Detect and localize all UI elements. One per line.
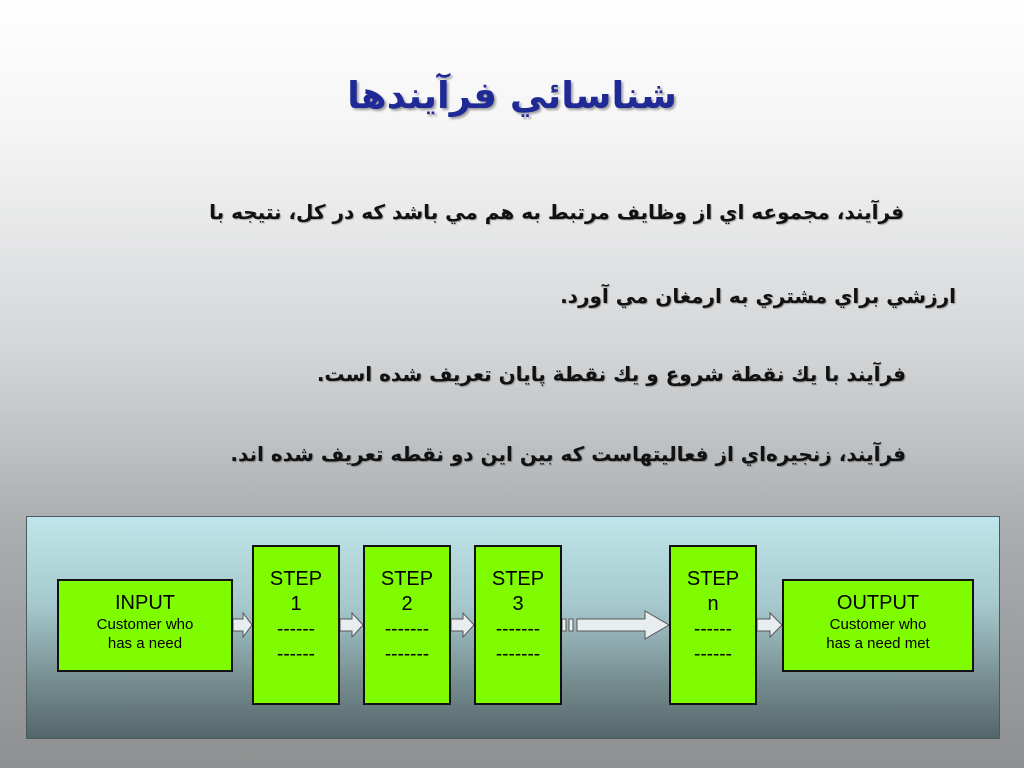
arrow-step3-stepn [577,611,669,639]
step-3-number: 3 [512,593,524,615]
step-1-number: 1 [290,593,302,615]
step-1-dash-2: ------ [277,644,315,665]
input-sub-1: Customer who [96,616,194,633]
step-box-2 [363,545,451,705]
page-title: شناسائي فرآيندها [347,74,677,117]
step-1-dash-1: ------ [277,619,315,640]
step-1-label: STEP [269,568,323,590]
input-label: INPUT [115,592,175,614]
step-2-label: STEP [380,568,434,590]
step-2-dash-2: ------- [384,644,430,665]
step-2-dash-1: ------- [384,619,430,640]
arrow-step1-step2 [340,613,363,637]
arrow-input-step1 [233,613,252,637]
paragraph-line-1: فرآيند، مجموعه اي از وظايف مرتبط به هم مي باشد كه در كل، نتيجه با [209,200,904,224]
step-box-3 [474,545,562,705]
arrow-step2-step3 [451,613,474,637]
arrow-dash-1 [562,619,566,631]
input-box [57,579,233,672]
process-diagram [26,516,1000,739]
step-n-dash-2: ------ [694,644,732,665]
output-sub-2: has a need met [826,635,930,652]
paragraph-line-2: ارزشي براي مشتري به ارمغان مي آورد. [560,284,956,308]
step-n-number: n [707,593,719,615]
step-3-dash-2: ------- [495,644,541,665]
input-sub-2: has a need [107,635,183,652]
step-n-dash-1: ------ [694,619,732,640]
output-label: OUTPUT [836,592,920,614]
step-2-number: 2 [401,593,413,615]
arrow-dash-2 [569,619,573,631]
step-3-label: STEP [491,568,545,590]
step-box-1 [252,545,340,705]
step-box-n [669,545,757,705]
output-box [782,579,974,672]
paragraph-line-4: فرآيند، زنجيره‌اي از فعاليتهاست كه بين اين دو نقطه تعريف شده اند. [230,442,906,466]
output-sub-1: Customer who [829,616,927,633]
step-n-label: STEP [686,568,740,590]
arrow-stepn-output [757,613,782,637]
paragraph-line-3: فرآيند با يك نقطة شروع و يك نقطة پايان تعريف شده است. [316,362,906,386]
step-3-dash-1: ------- [495,619,541,640]
